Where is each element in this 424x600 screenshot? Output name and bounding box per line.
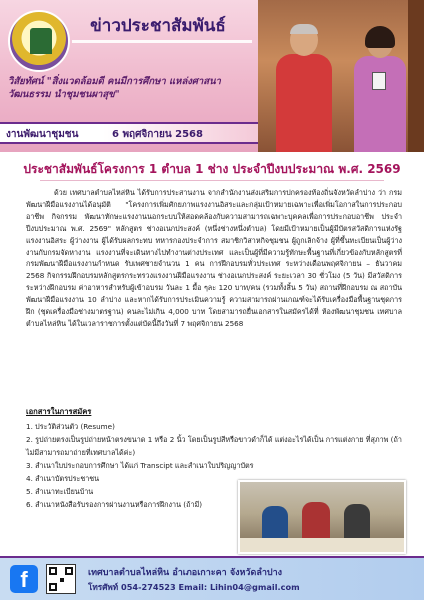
body-paragraph: ด้วย เทศบาลตำบลไหล่หิน ได้รับการประสานงาน จากสำนักงานส่งเสริมการปกครองท้องถิ่นจังหวัดลำปาง ว่า กรมพัฒนาฝีมือแรงงานได้อนุมัติ "โครงการเพิ่มศักยภาพแรงงานอิสระและกลุ่มเป้าหมายเฉพาะเพื่อเพิ่มโอกาสในการประกอบอาชีพ กิจกรรม พัฒนาทักษะแรงงานนอกระบบให้สอดคล้องกับความสามารถเฉพาะบุคคลเพื่อการประกอบอาชีพ ประจำปีงบประมาณ พ.ศ. 2569" หลักสูตร ช่างอเนกประสงค์ (หนึ่งช่างหนึ่งตำบล) โดยมีเป้าหมายเป็นผู้มีบัตรสวัสดิการแห่งรัฐ แรงงานอิสระ ผู้ว่างงาน ผู้ได้รับผลกระทบ ทหารกองประจำการ สมาชิกวิสาหกิจชุมชน ผู้ถูกเลิกจ้าง ผู้ที่ขึ้นทะเบียนเป็นผู้ว่างงานกับกรมจัดหางาน แรงงานที่จะเดินทางไปทำงานต่างประเทศ และเป็นผู้ที่มีความรู้ทักษะพื้นฐานที่เกี่ยวข้องกับหลักสูตรที่กรมพัฒนาฝีมือแรงงานกำหนด รับเพศชายจำนวน 1 คน การฝึกอบรมทั่วประเทศ ระหว่างเดือนพฤศจิกายน – ธันวาคม 2568 กิจกรรมฝึกอบรมหลักสูตรกระทรวงแรงงานฝีมือแรงงาน ช่างอเนกประสงค์ ระยะเวลา 30 ชั่วโมง (5 วัน) มีสวัสดิการระหว่างฝึกอบรม ค่าอาหารสำหรับผู้เข้าอบรม วันละ 1 มื้อ ๆละ 120 บาท/คน (รวมทั้งสิ้น 5 วัน) สถานที่ฝึกอบรม ณ สถาบันพัฒนาฝีมือแรงงาน 10 ลำปาง และหากได้รับการประเมินความรู้ ความสามารถผ่านเกณฑ์จะได้รับเครื่องมือพื้นฐานชุดการฝึก (ชุดเครื่องมือช่างมาตรฐาน) คนละไม่เกิน 4,000 บาท โดยสามารถยื่นเอกสารในสมัครได้ที่ ห้องพัฒนาชุมชน เทศบาลตำบลไหล่หิน ได้ในเวลาราชการตั้งแต่บัดนี้ถึงวันที่ 7 พฤศจิกายน 2568: [26, 188, 402, 328]
announcement-body: [26, 187, 402, 330]
department-label: งานพัฒนาชุมชน: [6, 129, 79, 140]
event-photo: [238, 480, 406, 554]
page-title: ข่าวประชาสัมพันธ์: [90, 16, 226, 36]
header-banner: [0, 0, 424, 152]
officials-photo: [258, 0, 424, 152]
document-item: 3. สำเนาใบประกอบการศึกษา ได้แก่ Transcipt และสำเนาใบปริญญาบัตร: [26, 461, 254, 470]
title-underline: [72, 40, 252, 43]
document-item: 4. สำเนาบัตรประชาชน: [26, 474, 100, 483]
headline: ประชาสัมพันธ์โครงการ 1 ตำบล 1 ช่าง ประจำปีงบประมาณ พ.ศ. 2569: [23, 162, 401, 176]
documents-title: เอกสารในการสมัคร: [26, 407, 92, 416]
official-woman: [354, 28, 406, 152]
footer-address: เทศบาลตำบลไหล่หิน อำเภอเกาะคา จังหวัดลำปาง: [88, 568, 283, 578]
document-item: 6. สำเนาหนังสือรับรองการผ่านงานหรือการฝึกงาน (ถ้ามี): [26, 500, 203, 509]
date-bar: [0, 122, 258, 144]
footer: [0, 556, 424, 600]
photo-curtain: [408, 0, 424, 152]
official-man: [276, 24, 332, 152]
facebook-icon[interactable]: f: [10, 565, 38, 593]
headline-divider: [40, 180, 384, 181]
municipality-logo: [8, 10, 70, 72]
document-item: 5. สำเนาทะเบียนบ้าน: [26, 487, 94, 496]
document-item: 1. ประวัติส่วนตัว (Resume): [26, 422, 115, 431]
logo-temple-icon: [30, 28, 52, 54]
vision-slogan: วิสัยทัศน์ "สิ่งแวดล้อมดี คนมีการศึกษา แหล่งศาสนาวัฒนธรรม นำชุมชนผาสุข": [8, 76, 221, 100]
document-item: 2. รูปถ่ายตรงเป็นรูปถ่ายหน้าตรงขนาด 1 หรือ 2 นิ้ว โดยเป็นรูปสีหรือขาวดำก็ได้ แต่งอะไรได้เป็น การแต่งกาย ที่สุภาพ (ถ้าไม่มีสามารถมาถ่ายที่เทศบาลได้ค่ะ): [26, 435, 402, 457]
footer-contact: โทรศัพท์ 054-274523 Email: Lihin04@gmail.com: [88, 582, 300, 592]
qr-code-icon: [46, 564, 76, 594]
publish-date: 6 พฤศจิกายน 2568: [112, 129, 203, 140]
